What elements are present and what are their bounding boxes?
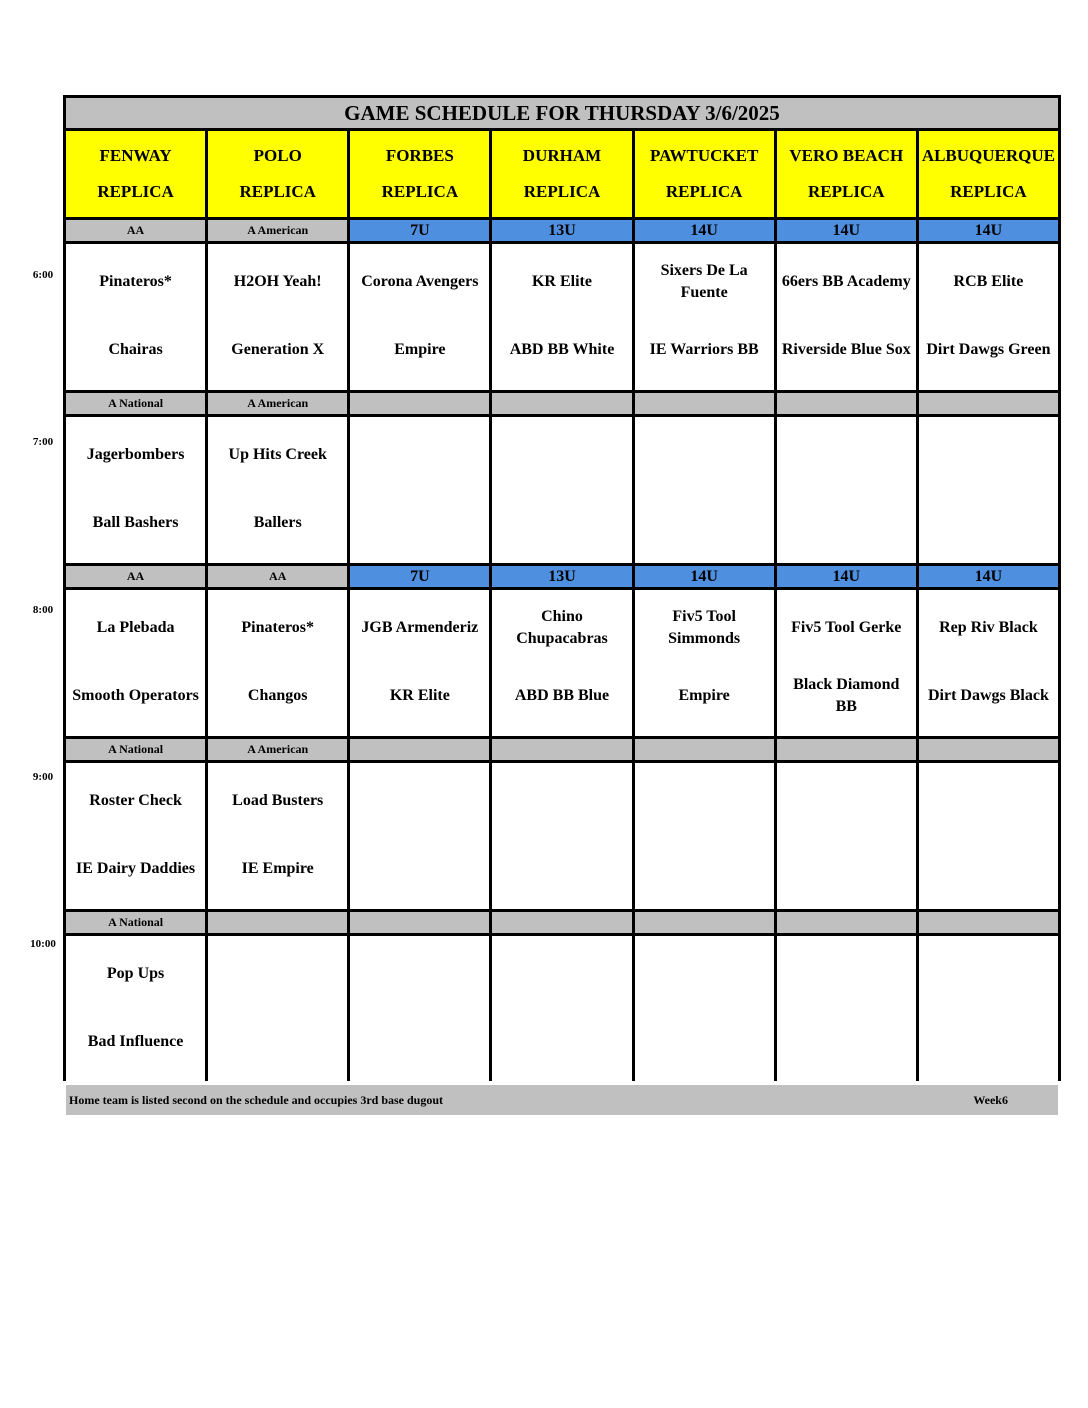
division-label <box>492 912 631 933</box>
game-cell <box>66 417 205 563</box>
division-label <box>350 393 489 414</box>
away-team: Pop Ups <box>106 965 165 982</box>
division-label <box>777 912 916 933</box>
game-cell <box>492 763 631 909</box>
division-label: A National <box>66 739 205 760</box>
game-cell <box>350 590 489 736</box>
away-team: Sixers De La Fuente <box>660 262 748 301</box>
division-label: 13U <box>492 566 631 587</box>
home-team: Riverside Blue Sox <box>781 341 911 358</box>
division-label: 14U <box>919 220 1058 241</box>
home-team: Chairas <box>108 341 163 358</box>
home-team: ABD BB Blue <box>514 687 610 704</box>
away-team: Fiv5 Tool Simmonds <box>668 608 741 647</box>
game-cell <box>492 936 631 1082</box>
game-cell <box>635 590 774 736</box>
field-subtitle: REPLICA <box>239 181 316 201</box>
away-team: Up Hits Creek <box>228 446 327 463</box>
division-label <box>635 393 774 414</box>
division-label: A American <box>208 220 347 241</box>
game-cell <box>350 244 489 390</box>
game-cell <box>777 590 916 736</box>
game-cell <box>208 936 347 1082</box>
field-name: PAWTUCKET <box>649 146 759 166</box>
home-team: Dirt Dawgs Green <box>926 341 1051 358</box>
field-subtitle: REPLICA <box>665 181 743 201</box>
game-cell <box>350 936 489 1082</box>
home-team: Black Diamond BB <box>793 676 900 715</box>
field-name: VERO BEACH <box>789 146 904 166</box>
game-cell <box>919 417 1058 563</box>
home-team: Smooth Operators <box>72 687 199 704</box>
game-cell <box>66 763 205 909</box>
division-label <box>492 739 631 760</box>
home-team: ABD BB White <box>509 341 615 358</box>
field-subtitle: REPLICA <box>950 181 1027 201</box>
game-cell <box>492 417 631 563</box>
game-cell <box>635 244 774 390</box>
home-team: Changos <box>247 687 308 704</box>
division-label: 14U <box>777 220 916 241</box>
division-label <box>208 912 347 933</box>
field-header <box>635 131 774 217</box>
division-label: 13U <box>492 220 631 241</box>
away-team: Pinateros* <box>241 619 314 636</box>
division-label: 7U <box>350 220 489 241</box>
away-team: Chino Chupacabras <box>516 608 608 647</box>
away-team: Roster Check <box>89 792 182 809</box>
home-team: Dirt Dawgs Black <box>927 687 1049 704</box>
away-team: Fiv5 Tool Gerke <box>791 619 902 636</box>
game-cell <box>208 417 347 563</box>
away-team: Load Busters <box>232 792 324 809</box>
division-label <box>919 912 1058 933</box>
field-subtitle: REPLICA <box>381 181 459 201</box>
division-label: 14U <box>919 566 1058 587</box>
away-team: Jagerbombers <box>86 446 185 463</box>
time-label: 8:00 <box>32 604 54 616</box>
game-cell <box>777 417 916 563</box>
time-label: 10:00 <box>30 938 56 950</box>
division-label: AA <box>66 566 205 587</box>
division-label <box>350 912 489 933</box>
game-cell <box>777 763 916 909</box>
field-header <box>777 131 916 217</box>
footer-bar <box>66 1085 1058 1115</box>
game-cell <box>919 763 1058 909</box>
away-team: Rep Riv Black <box>939 619 1038 636</box>
game-cell <box>66 936 205 1082</box>
schedule-title: GAME SCHEDULE FOR THURSDAY 3/6/2025 <box>66 98 1058 128</box>
division-label <box>919 739 1058 760</box>
division-label: 14U <box>635 566 774 587</box>
home-team: IE Dairy Daddies <box>76 860 196 877</box>
game-cell <box>350 763 489 909</box>
field-subtitle: REPLICA <box>808 181 885 201</box>
game-cell <box>635 936 774 1082</box>
field-name: ALBUQUERQUE <box>921 146 1055 166</box>
field-header <box>919 131 1058 217</box>
field-name: DURHAM <box>522 146 602 166</box>
division-label: 14U <box>777 566 916 587</box>
game-cell <box>350 417 489 563</box>
division-label: 14U <box>635 220 774 241</box>
game-cell <box>66 244 205 390</box>
home-team: Ball Bashers <box>92 514 179 531</box>
time-label: 6:00 <box>32 269 54 281</box>
division-label: A American <box>208 393 347 414</box>
home-team: Generation X <box>231 341 325 358</box>
week-label: Week6 <box>973 1092 1008 1107</box>
division-label <box>635 739 774 760</box>
division-label <box>635 912 774 933</box>
field-header <box>66 131 205 217</box>
field-subtitle: REPLICA <box>523 181 601 201</box>
game-cell <box>919 590 1058 736</box>
time-label: 7:00 <box>32 436 54 448</box>
game-cell <box>777 244 916 390</box>
home-team: Empire <box>394 341 446 358</box>
division-label <box>777 739 916 760</box>
away-team: KR Elite <box>531 273 592 290</box>
home-team: Empire <box>678 687 730 704</box>
time-label: 9:00 <box>32 771 54 783</box>
home-team: Bad Influence <box>87 1033 184 1050</box>
away-team: JGB Armenderiz <box>361 619 479 636</box>
home-team: KR Elite <box>389 687 450 704</box>
field-name: FENWAY <box>99 146 172 166</box>
away-team: Corona Avengers <box>361 273 479 290</box>
field-name: FORBES <box>385 146 454 166</box>
division-label <box>350 739 489 760</box>
field-name: POLO <box>253 146 302 166</box>
division-label <box>919 393 1058 414</box>
field-header <box>208 131 347 217</box>
game-cell <box>492 590 631 736</box>
division-label: A American <box>208 739 347 760</box>
game-cell <box>66 590 205 736</box>
game-cell <box>777 936 916 1082</box>
game-cell <box>208 590 347 736</box>
field-header <box>492 131 631 217</box>
game-cell <box>635 763 774 909</box>
division-label: A National <box>66 912 205 933</box>
away-team: Pinateros* <box>99 273 172 290</box>
home-team: Ballers <box>253 514 302 531</box>
home-team: IE Empire <box>241 860 314 877</box>
away-team: H2OH Yeah! <box>233 273 322 290</box>
schedule-table <box>63 95 1061 1107</box>
home-team: IE Warriors BB <box>649 341 759 358</box>
division-label: 7U <box>350 566 489 587</box>
game-cell <box>492 244 631 390</box>
footer-note: Home team is listed second on the schedule and occupies 3rd base dugout <box>69 1092 444 1107</box>
field-header <box>350 131 489 217</box>
division-label: AA <box>208 566 347 587</box>
field-subtitle: REPLICA <box>97 181 174 201</box>
away-team: La Plebada <box>96 619 175 636</box>
away-team: 66ers BB Academy <box>781 273 911 290</box>
game-cell <box>919 244 1058 390</box>
game-cell <box>208 244 347 390</box>
division-label <box>777 393 916 414</box>
division-label: AA <box>66 220 205 241</box>
division-label: A National <box>66 393 205 414</box>
game-cell <box>635 417 774 563</box>
away-team: RCB Elite <box>953 273 1024 290</box>
game-cell <box>208 763 347 909</box>
division-label <box>492 393 631 414</box>
game-cell <box>919 936 1058 1082</box>
